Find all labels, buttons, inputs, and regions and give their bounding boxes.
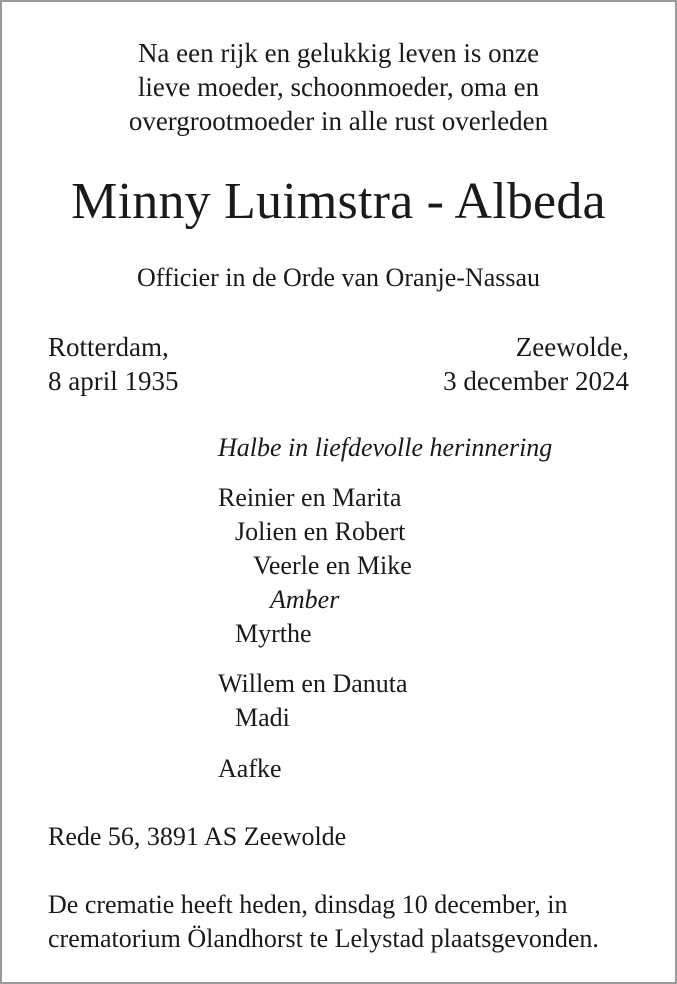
cremation-notice — [48, 888, 633, 956]
intro-line-1: Na een rijk en gelukkig leven is onze — [137, 38, 540, 68]
intro-text — [2, 36, 675, 138]
birth-info — [48, 330, 178, 398]
intro-line-3: overgrootmoeder in alle rust overleden — [128, 106, 549, 136]
family-reinier: Reinier en Marita — [218, 483, 402, 512]
memorial-line: Halbe in liefdevolle herinnering — [218, 433, 553, 462]
family-willem: Willem en Danuta — [218, 669, 408, 698]
cremation-line-1: De crematie heeft heden, dinsdag 10 december, in — [48, 890, 568, 919]
intro-line-2: lieve moeder, schoonmoeder, oma en — [137, 72, 540, 102]
family-amber: Amber — [270, 585, 340, 614]
family-veerle: Veerle en Mike — [253, 551, 412, 580]
address: Rede 56, 3891 AS Zeewolde — [48, 822, 347, 851]
family-madi: Madi — [235, 703, 290, 732]
death-date: 3 december 2024 — [443, 366, 629, 396]
family-jolien: Jolien en Robert — [235, 517, 406, 546]
death-info — [443, 330, 629, 398]
cremation-line-2: crematorium Ölandhorst te Lelystad plaatsgevonden. — [48, 924, 599, 953]
birth-date: 8 april 1935 — [48, 366, 179, 396]
death-place: Zeewolde, — [515, 332, 629, 362]
family-myrthe: Myrthe — [235, 619, 312, 648]
deceased-name: Minny Luimstra - Albeda — [71, 173, 606, 230]
birth-place: Rotterdam, — [48, 332, 169, 362]
honour-title: Officier in de Orde van Oranje-Nassau — [136, 263, 541, 292]
family-aafke: Aafke — [218, 754, 282, 783]
